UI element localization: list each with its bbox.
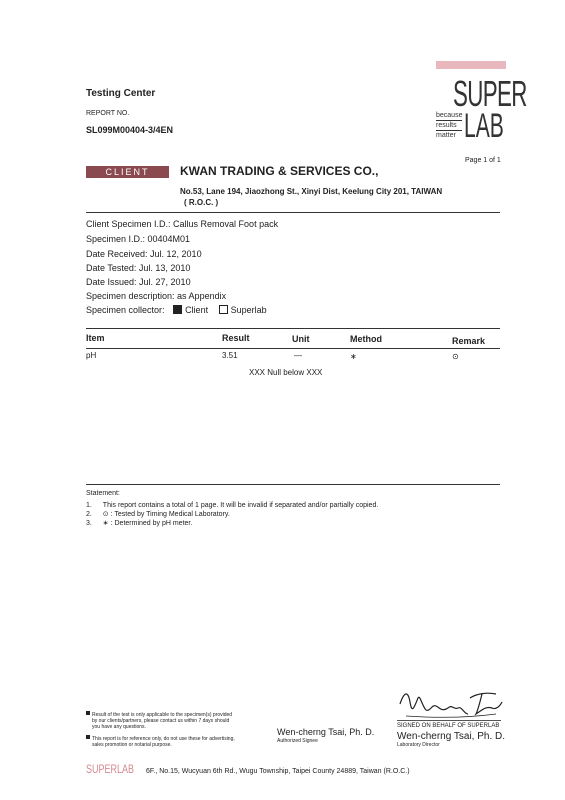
client-address-line1: No.53, Lane 194, Jiaozhong St., Xinyi Dist, Keelung City 201, TAIWAN bbox=[180, 187, 443, 196]
collector-client-option bbox=[173, 305, 211, 315]
date-tested: Date Tested: Jul. 13, 2010 bbox=[86, 263, 191, 273]
statement-item-3 bbox=[86, 520, 192, 528]
authorized-signee-role: Authorized Signee bbox=[277, 738, 318, 744]
director-role: Laboratory Director bbox=[397, 742, 440, 748]
table-cell-result: 3.51 bbox=[222, 351, 238, 360]
collector-client-label: Client bbox=[185, 305, 209, 315]
specimen-id: Specimen I.D.: 00404M01 bbox=[86, 234, 191, 244]
col-header-unit: Unit bbox=[292, 334, 310, 344]
col-header-remark: Remark bbox=[452, 336, 486, 346]
statement-num: 1. bbox=[86, 502, 92, 509]
statement-num: 2. bbox=[86, 511, 92, 518]
logo-lab: LAB bbox=[464, 107, 504, 145]
collector-label: Specimen collector: bbox=[86, 305, 165, 315]
table-top-rule bbox=[86, 328, 500, 329]
statement-text: ∗ : Determined by pH meter. bbox=[102, 520, 193, 527]
statement-item-1 bbox=[86, 502, 378, 510]
client-name: KWAN TRADING & SERVICES CO., bbox=[180, 164, 379, 178]
date-received: Date Received: Jul. 12, 2010 bbox=[86, 249, 202, 259]
footer-logo: SUPERLAB bbox=[86, 762, 135, 776]
logo-tagline bbox=[436, 111, 462, 140]
org-name: Testing Center bbox=[86, 88, 156, 99]
report-number: SL099M00404-3/4EN bbox=[86, 125, 174, 135]
specimen-collector bbox=[86, 305, 267, 315]
note-text: This report is for reference only, do not use these for advertising, bbox=[92, 736, 235, 742]
bullet-square-icon bbox=[86, 735, 90, 739]
statement-text: ⊙ : Tested by Timing Medical Laboratory. bbox=[102, 511, 230, 518]
note-line bbox=[86, 735, 266, 742]
statement-title: Statement: bbox=[86, 490, 120, 497]
logo-accent-bar bbox=[436, 61, 506, 69]
logo-super: SUPER bbox=[453, 73, 527, 114]
table-cell-method: ∗ bbox=[350, 352, 357, 361]
col-header-item: Item bbox=[86, 333, 105, 343]
signed-on-behalf: SIGNED ON BEHALF OF SUPERLAB bbox=[397, 723, 500, 729]
note-line: by our clients/partners, please contact us within 7 days should bbox=[92, 718, 230, 724]
client-tag: CLIENT bbox=[86, 166, 169, 178]
note-line: sales promotion or notarial purpose. bbox=[92, 742, 172, 748]
divider bbox=[86, 212, 500, 213]
note-line: you have any questions. bbox=[92, 724, 146, 730]
specimen-description: Specimen description: as Appendix bbox=[86, 291, 227, 301]
divider bbox=[86, 484, 500, 485]
bullet-square-icon bbox=[86, 711, 90, 715]
note-line bbox=[86, 711, 266, 718]
note-text: Result of the test is only applicable to the specimen(s) provided bbox=[92, 712, 233, 718]
col-header-method: Method bbox=[350, 334, 382, 344]
authorized-signee-name: Wen-cherng Tsai, Ph. D. bbox=[277, 727, 375, 737]
collector-superlab-label: Superlab bbox=[230, 305, 267, 315]
director-name: Wen-cherng Tsai, Ph. D. bbox=[397, 731, 506, 742]
page-indicator: Page 1 of 1 bbox=[465, 157, 501, 164]
disclaimer-note-2 bbox=[86, 735, 266, 748]
signature-line bbox=[397, 720, 501, 721]
tagline-line: results bbox=[436, 121, 462, 131]
client-address-line2: ( R.O.C. ) bbox=[184, 198, 219, 207]
null-below-note: XXX Null below XXX bbox=[249, 368, 323, 377]
statement-item-2 bbox=[86, 511, 230, 519]
date-issued: Date Issued: Jul. 27, 2010 bbox=[86, 277, 191, 287]
table-cell-remark: ⊙ bbox=[452, 352, 459, 361]
statement-num: 3. bbox=[86, 520, 92, 527]
checkbox-checked-icon bbox=[173, 305, 182, 314]
tagline-line: matter bbox=[436, 132, 456, 139]
statement-text: This report contains a total of 1 page. It will be invalid if separated and/or partially copied. bbox=[102, 502, 379, 509]
table-cell-unit: — bbox=[294, 351, 302, 360]
tagline-line: because bbox=[436, 112, 463, 119]
report-no-label: REPORT NO. bbox=[86, 110, 130, 117]
collector-superlab-option bbox=[219, 305, 267, 315]
checkbox-unchecked-icon bbox=[219, 305, 228, 314]
footer-address: 6F., No.15, Wucyuan 6th Rd., Wugu Township, Taipei County 24889, Taiwan (R.O.C.) bbox=[146, 768, 410, 775]
client-specimen-id: Client Specimen I.D.: Callus Removal Foot pack bbox=[86, 219, 279, 229]
col-header-result: Result bbox=[222, 333, 250, 343]
table-cell-item: pH bbox=[86, 351, 97, 360]
disclaimer-note-1 bbox=[86, 711, 266, 730]
table-header-rule bbox=[86, 348, 500, 349]
